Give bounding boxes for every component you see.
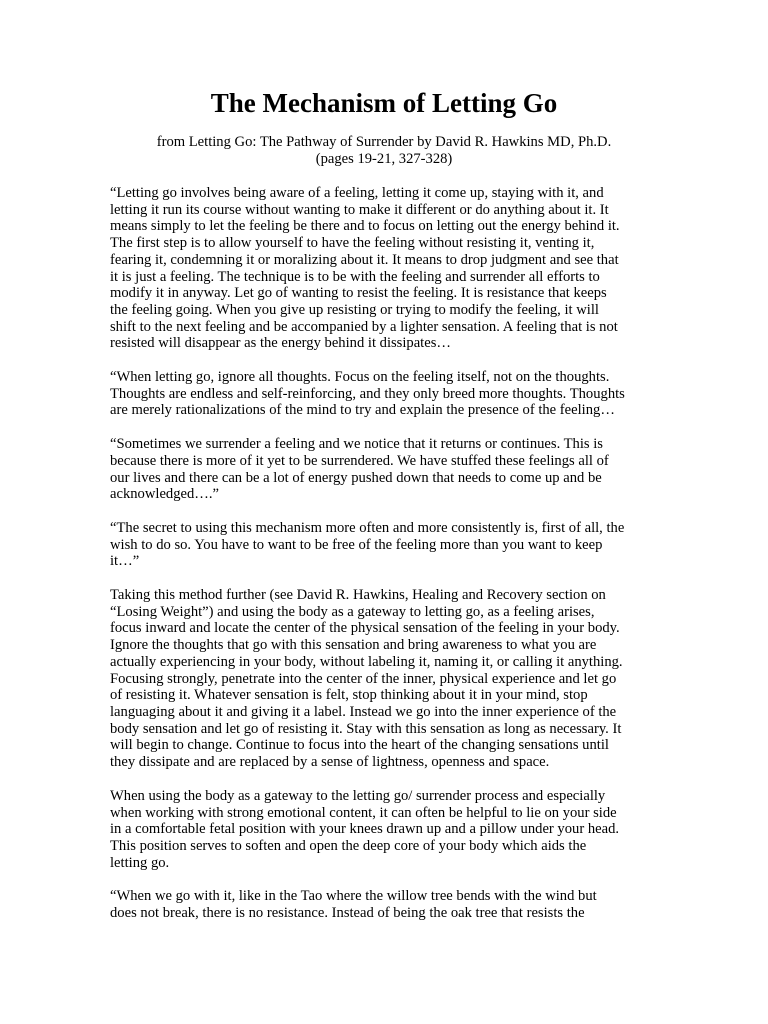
text-line: Thoughts are endless and self-reinforcing, and they only breed more thoughts. Thoughts <box>110 385 625 402</box>
source-line-book: from Letting Go: The Pathway of Surrender by David R. Hawkins MD, Ph.D. <box>156 134 612 150</box>
paragraph-6 <box>110 788 658 872</box>
text-line: languaging about it and giving it a label. Instead we go into the inner experience of the <box>110 703 617 720</box>
document-body <box>110 185 658 939</box>
text-line: are merely rationalizations of the mind to try and explain the presence of the feeling… <box>110 402 615 419</box>
text-line: means simply to let the feeling be there and to focus on letting out the energy behind it. <box>110 218 620 235</box>
text-line: resisted will disappear as the energy behind it dissipates… <box>110 335 451 352</box>
text-line: our lives and there can be a lot of energy pushed down that needs to come up and be <box>110 469 602 486</box>
text-line: “Sometimes we surrender a feeling and we notice that it returns or continues. This is <box>110 436 603 453</box>
text-line: “Letting go involves being aware of a feeling, letting it come up, staying with it, and <box>110 185 604 201</box>
paragraph-2 <box>110 369 658 419</box>
paragraph-7 <box>110 888 658 921</box>
text-line: acknowledged….” <box>110 486 220 503</box>
text-line: it is just a feeling. The technique is to be with the feeling and surrender all efforts to <box>110 268 600 285</box>
text-line: “Losing Weight”) and using the body as a gateway to letting go, as a feeling arises, <box>110 603 595 620</box>
text-line: of resisting it. Whatever sensation is felt, stop thinking about it in your mind, stop <box>110 687 588 704</box>
text-line: When using the body as a gateway to the letting go/ surrender process and especially <box>110 787 606 804</box>
text-line: letting go. <box>110 854 170 871</box>
paragraph-5 <box>110 587 658 771</box>
paragraph-4 <box>110 520 658 570</box>
text-line: when working with strong emotional content, it can often be helpful to lie on your side <box>110 804 617 821</box>
text-line: Ignore the thoughts that go with this sensation and bring awareness to what you are <box>110 637 597 654</box>
text-line: the feeling going. When you give up resisting or trying to modify the feeling, it will <box>110 301 599 318</box>
text-line: it…” <box>110 553 140 570</box>
text-line: body sensation and let go of resisting it. Stay with this sensation as long as necessary. It <box>110 720 622 737</box>
text-line: fearing it, condemning it or moralizing about it. It means to drop judgment and see that <box>110 251 619 268</box>
text-line: Taking this method further (see David R. Hawkins, Healing and Recovery section on <box>110 587 606 604</box>
text-line: focus inward and locate the center of the physical sensation of the feeling in your body. <box>110 620 620 637</box>
text-line: “When we go with it, like in the Tao where the willow tree bends with the wind but <box>110 888 597 905</box>
paragraph-1 <box>110 185 658 352</box>
text-line: they dissipate and are replaced by a sense of lightness, openness and space. <box>110 754 550 771</box>
text-line: shift to the next feeling and be accompanied by a lighter sensation. A feeling that is not <box>110 318 618 335</box>
text-line: This position serves to soften and open the deep core of your body which aids the <box>110 837 587 854</box>
text-line: “When letting go, ignore all thoughts. Focus on the feeling itself, not on the thoughts. <box>110 369 610 386</box>
text-line: The first step is to allow yourself to have the feeling without resisting it, venting it, <box>110 235 595 252</box>
text-line: will begin to change. Continue to focus into the heart of the changing sensations until <box>110 737 609 754</box>
source-line-pages: (pages 19-21, 327-328) <box>315 151 453 167</box>
source-citation <box>0 134 768 168</box>
text-line: modify it in anyway. Let go of wanting to resist the feeling. It is resistance that keeps <box>110 285 607 302</box>
text-line: letting it run its course without wanting to make it different or do anything about it. It <box>110 201 609 218</box>
text-line: does not break, there is no resistance. Instead of being the oak tree that resists the <box>110 905 585 922</box>
text-line: “The secret to using this mechanism more often and more consistently is, first of all, the <box>110 519 625 536</box>
text-line: in a comfortable fetal position with your knees drawn up and a pillow under your head. <box>110 821 620 838</box>
text-line: wish to do so. You have to want to be free of the feeling more than you want to keep <box>110 536 603 553</box>
text-line: actually experiencing in your body, without labeling it, naming it, or calling it anything. <box>110 653 623 670</box>
text-line: because there is more of it yet to be surrendered. We have stuffed these feelings all of <box>110 452 609 469</box>
document-title: The Mechanism of Letting Go <box>210 88 558 118</box>
paragraph-3 <box>110 436 658 503</box>
text-line: Focusing strongly, penetrate into the center of the inner, physical experience and let go <box>110 670 617 687</box>
